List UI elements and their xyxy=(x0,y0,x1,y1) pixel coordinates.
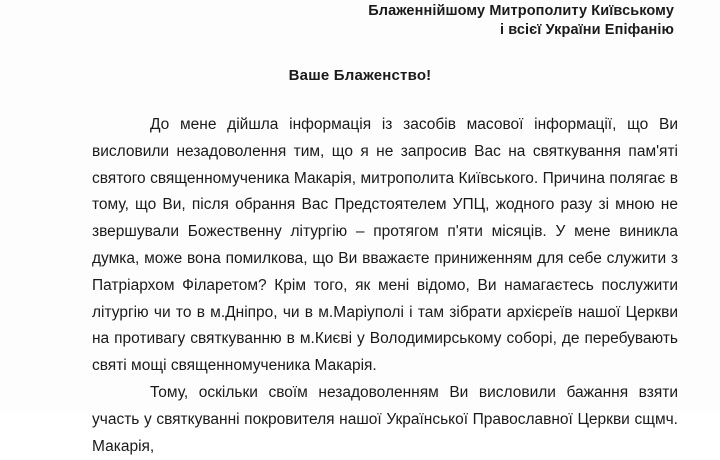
addressee-line-2: і всієї України Епіфанію xyxy=(499,22,674,38)
paragraph-2: Тому, оскільки своїм незадоволенням Ви висловили бажання взяти участь у святкуванні покровителя нашої Української Православної Церкви сщмч. Макарія, xyxy=(92,383,678,455)
letter-body xyxy=(92,112,678,460)
addressee-block xyxy=(368,2,674,40)
paragraph-1: До мене дійшла інформація із засобів масової інформації, що Ви висловили незадоволення тим, що я не запросив Вас на святкування пам'яті святого священномученика Макарія, митрополита Київського. Причина полягає в тому, що Ви, після обрання Вас Предстоятелем УПЦ, жодного разу зі мною не звершували Божественну літургію – протягом п'яти місяців. У мене виникла думка, може вона помилкова, що Ви вважаєте приниженням для себе служити з Патріархом Філаретом? Крім того, як мені відомо, Ви намагаєтесь послужити літургію чи то в м.Дніпро, чи в м.Маріуполі і там зібрати архієреїв нашої Церкви на противагу святкуванню в м.Києві у Володимирському соборі, де перебувають святі мощі священномученика Макарія. xyxy=(92,116,678,375)
addressee-line-1: Блаженнійшому Митрополиту Київському xyxy=(368,3,674,19)
salutation: Ваше Блаженство! xyxy=(288,67,432,84)
